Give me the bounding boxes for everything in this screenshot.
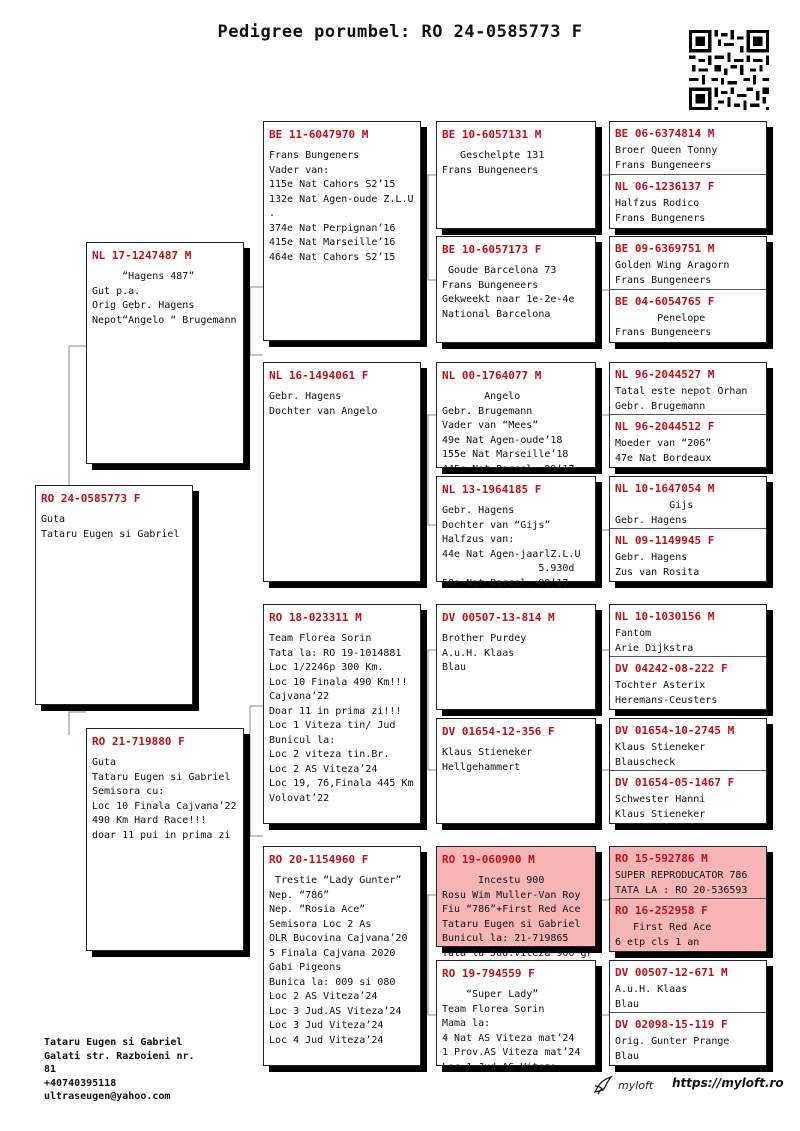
pigeon-card-subject — [35, 485, 193, 705]
text-line: 5 Finala Cajvana 2020 — [269, 947, 396, 959]
text-line: Klaus Stieneker — [615, 808, 706, 820]
pigeon-card-gen3 — [436, 604, 596, 710]
pigeon-pair-gen4 — [609, 236, 767, 343]
text-line: 5.930d — [442, 563, 575, 574]
text-line: +40740395118 — [44, 1077, 117, 1089]
text-line: Tataru Eugen si Gabriel — [41, 528, 180, 540]
pigeon-details — [615, 627, 762, 656]
text-line: Gijs — [615, 500, 694, 511]
text-line: Blau — [615, 998, 640, 1010]
text-line: Guta — [41, 514, 66, 525]
text-line: 58e Nat Barcel. 99’17 — [442, 577, 569, 589]
text-line: 115e Nat Cahors S2’15 — [269, 179, 396, 190]
text-line: “Hagens 487” — [92, 271, 195, 282]
text-line: Galati str. Razboieni nr. — [44, 1050, 195, 1062]
text-line: . — [269, 208, 276, 219]
text-line: 4 Nat AS Viteza mat’24 — [442, 1032, 575, 1044]
ring-number: RO 15-592786 M — [615, 852, 708, 865]
text-line: Goude Barcelona 73 — [442, 265, 557, 276]
text-line: Blau — [442, 662, 467, 673]
text-line: Orig. Gunter Prange — [615, 1036, 730, 1047]
pigeon-details — [442, 746, 591, 775]
text-line: 464e Nat Cahors S2’15 — [269, 251, 396, 263]
text-line: First Red Ace — [615, 922, 712, 933]
pigeon-pair-gen4 — [609, 960, 767, 1066]
pigeon-details — [442, 632, 591, 676]
pigeon-details — [269, 632, 416, 806]
ring-number: NL 16-1494061 F — [269, 369, 369, 382]
text-line: Frans Bungeners — [269, 150, 360, 161]
pigeon-card-gen3 — [436, 236, 596, 343]
pigeon-pair-gen4 — [609, 362, 767, 468]
website-link[interactable]: https://myloft.ro — [672, 1076, 784, 1090]
pigeon-details — [615, 437, 762, 466]
text-line: Frans Bungeneers — [442, 164, 539, 176]
pigeon-details — [442, 390, 591, 477]
text-line: Cajvana’22 — [269, 691, 330, 702]
text-line: Nepot“Angelo “ Brugemann — [92, 314, 237, 326]
text-line: Schwester Hanni — [615, 794, 706, 805]
myloft-logo-text: myloft — [618, 1078, 654, 1092]
text-line: Gebr. Hagens — [442, 505, 515, 516]
ring-number: BE 06-6374814 M — [615, 127, 715, 140]
text-line: Incestu 900 — [442, 875, 545, 886]
ring-number: RO 21-719880 F — [92, 735, 185, 748]
ring-number: BE 04-6054765 F — [615, 294, 715, 308]
text-line: Tata la: RO 19-1014881 — [269, 647, 402, 659]
text-line: Tatal este nepot Orhan — [615, 386, 748, 397]
pigeon-card-dam — [86, 728, 244, 951]
text-line: Trestie “Lady Gunter” — [269, 875, 402, 886]
text-line: Frans Bungeneers — [615, 159, 712, 171]
pigeon-details — [615, 1035, 762, 1064]
text-line: Tataru Eugen si Gabriel — [44, 1037, 183, 1048]
text-line: Broer Queen Tonny — [615, 145, 718, 156]
text-line: Brother Purdey — [442, 633, 527, 644]
text-line: 374e Nat Perpignan’16 — [269, 222, 396, 234]
text-line: Golden Wing Aragorn — [615, 260, 730, 271]
text-line: Tochter Asterix — [615, 680, 706, 691]
text-line: Gut p.a. — [92, 285, 141, 297]
pigeon-details — [615, 921, 762, 950]
ring-number: DV 02098-15-119 F — [615, 1018, 728, 1031]
pigeon-details — [442, 149, 591, 178]
ring-number: NL 09-1149945 F — [615, 534, 715, 547]
text-line: Bunica la: 009 si 080 — [269, 976, 396, 988]
text-line: 6 etp cls 1 an — [615, 936, 700, 948]
pigeon-card-gen2 — [263, 121, 421, 341]
text-line: 44e Nat Agen-jaarlZ.L.U — [442, 548, 581, 560]
text-line: Vader van “Mees” — [442, 420, 539, 431]
ring-number: DV 01654-12-356 F — [442, 725, 555, 738]
pigeon-details — [442, 988, 591, 1075]
pigeon-details — [615, 983, 762, 1012]
text-line: Heremans-Ceusters — [615, 694, 718, 706]
pigeon-pair-gen4 — [609, 604, 767, 710]
text-line: Gebr. Hagens — [615, 514, 688, 526]
text-line: Loc 3 Jud Viteza’24 — [269, 1020, 384, 1031]
pigeon-details — [41, 513, 188, 542]
text-line: Gebr. Brugemann — [615, 400, 706, 412]
ring-number: BE 09-6369751 M — [615, 242, 715, 255]
text-line: Halfzus van: — [442, 534, 515, 545]
text-line: OLR Bucovina Cajvana’20 — [269, 933, 408, 944]
ring-number: RO 18-023311 M — [269, 611, 362, 624]
pigeon-card-gen3 — [436, 476, 596, 589]
text-line: SUPER REPRODUCATOR 786 — [615, 870, 748, 881]
text-line: Gekweekt naar 1e-2e-4e — [442, 294, 575, 305]
ring-number: DV 00507-13-814 M — [442, 611, 555, 624]
text-line: Frans Bungeneers — [615, 274, 712, 286]
pigeon-card-gen3 — [436, 121, 596, 229]
text-line: Gebr. Hagens — [269, 391, 342, 402]
pigeon-card-gen3-highlighted — [436, 846, 596, 959]
text-line: Loc 10 Finala 490 Km!!! — [269, 676, 408, 688]
text-line: Team Florea Sorin — [269, 633, 372, 644]
text-line: Tataru Eugen si Gabriel — [92, 771, 231, 783]
ring-number: DV 01654-05-1467 F — [615, 776, 735, 789]
text-line: Frans Bungeners — [615, 212, 706, 224]
text-line: Loc 2 viteza tin.Br. — [269, 749, 390, 760]
text-line: 445e Nat Barcel. 99’17 — [442, 463, 575, 475]
text-line: Arie Dijkstra — [615, 642, 694, 654]
text-line: Gabi Pigeons — [269, 962, 342, 973]
ring-number: BE 11-6047970 M — [269, 128, 369, 141]
pigeon-pair-gen4 — [609, 476, 767, 582]
ring-number: BE 10-6057131 M — [442, 128, 542, 141]
text-line: Hellgehammert — [442, 761, 521, 773]
text-line: “Super Lady” — [442, 989, 539, 1000]
text-line: Gebr. Hagens — [615, 552, 688, 563]
ring-number: RO 24-0585773 F — [41, 492, 141, 505]
text-line: Blau — [615, 1050, 640, 1062]
text-line: Vader van: — [269, 164, 330, 176]
pigeon-pair-gen4-highlighted — [609, 846, 767, 952]
text-line: Rosu Wim Muller-Van Roy — [442, 889, 581, 901]
pigeon-details — [269, 390, 416, 419]
text-line: Loc 1 Jud AS Viteza — [442, 1061, 557, 1073]
text-line: TATA LA : RO 20-536593 — [615, 884, 748, 896]
text-line: National Barcelona — [442, 308, 551, 320]
text-line: Penelope — [615, 312, 706, 324]
text-line: Halfzus Rodico — [615, 198, 700, 209]
ring-number: BE 10-6057173 F — [442, 243, 542, 256]
text-line: Orig Gebr. Hagens — [92, 300, 195, 311]
pigeon-details — [442, 504, 591, 591]
text-line: Fantom — [615, 628, 652, 639]
pigeon-card-gen3 — [436, 362, 596, 475]
text-line: Klaus Stieneker — [615, 742, 706, 753]
pigeon-details — [442, 874, 591, 961]
text-line: Mama la: — [442, 1018, 491, 1029]
text-line: 155e Nat Marseille’18 — [442, 449, 569, 460]
pigeon-pair-gen4 — [609, 121, 767, 229]
ring-number: NL 06-1236137 F — [615, 180, 715, 193]
ring-number: NL 96-2044527 M — [615, 368, 715, 381]
pigeon-details — [615, 197, 762, 226]
text-line: Loc 2 AS Viteza’24 — [269, 763, 378, 775]
text-line: 132e Nat Agen-oude Z.L.U — [269, 193, 414, 205]
pigeon-details — [269, 874, 416, 1048]
pigeon-details — [615, 312, 762, 341]
breeder-contact — [44, 1036, 195, 1104]
text-line: Fiu “786”+First Red Ace — [442, 904, 581, 915]
text-line: Frans Bungeneers — [442, 279, 539, 291]
page-title: Pedigree porumbel: RO 24-0585773 F — [217, 22, 583, 42]
text-line: A.u.H. Klaas — [442, 647, 515, 659]
text-line: Tataru Eugen si Gabriel — [442, 918, 581, 930]
text-line: Loc 3 Jud.AS Viteza’24 — [269, 1005, 402, 1017]
text-line: Doar 11 in prima zi!!! — [269, 705, 402, 717]
text-line: Geschelpte 131 — [442, 150, 545, 161]
ring-number: RO 20-1154960 F — [269, 853, 369, 866]
ring-number: NL 96-2044512 F — [615, 420, 715, 433]
pigeon-details — [92, 270, 239, 328]
pigeon-card-gen3 — [436, 960, 596, 1073]
text-line: 49e Nat Agen-oude’18 — [442, 434, 563, 446]
text-line: 415e Nat Marseille’16 — [269, 237, 396, 248]
text-line: Bunicul la: — [269, 734, 336, 746]
text-line: Moeder van “206” — [615, 438, 712, 449]
text-line: Loc 19, 76,Finala 445 Km — [269, 778, 414, 789]
pigeon-details — [615, 385, 762, 414]
pigeon-details — [92, 756, 239, 843]
text-line: Tata la Jud.Viteza 900 gr — [442, 947, 593, 959]
text-line: Blauscheck — [615, 756, 676, 768]
pigeon-details — [615, 144, 762, 173]
text-line: 490 Km Hard Race!!! — [92, 815, 207, 826]
myloft-logo — [592, 1074, 653, 1096]
myloft-bird-icon — [592, 1074, 614, 1096]
pigeon-details — [615, 869, 762, 898]
pigeon-details — [615, 499, 762, 528]
text-line: Dochter van Angelo — [269, 405, 378, 417]
ring-number: NL 00-1764077 M — [442, 369, 542, 382]
ring-number: NL 13-1964185 F — [442, 483, 542, 496]
pigeon-details — [615, 259, 762, 288]
pigeon-details — [615, 551, 762, 580]
text-line: Loc 1/2246p 300 Km. — [269, 662, 384, 673]
ring-number: RO 16-252958 F — [615, 904, 708, 917]
text-line: Loc 1 Viteza tin/ Jud — [269, 720, 396, 731]
pigeon-details — [442, 264, 591, 322]
text-line: Klaus Stieneker — [442, 747, 533, 758]
text-line: 47e Nat Bordeaux — [615, 452, 712, 464]
text-line: ultraseugen@yahoo.com — [44, 1091, 171, 1102]
pigeon-details — [615, 793, 762, 822]
text-line: Semisora cu: — [92, 786, 165, 797]
ring-number: DV 04242-08-222 F — [615, 662, 728, 675]
pigeon-card-gen2 — [263, 362, 421, 582]
pigeon-details — [269, 149, 416, 265]
ring-number: NL 10-1647054 M — [615, 482, 715, 495]
text-line: Semisora Loc 2 As — [269, 918, 372, 930]
text-line: Angelo — [442, 391, 521, 402]
ring-number: RO 19-060900 M — [442, 853, 535, 866]
pigeon-card-sire — [86, 242, 244, 464]
pigeon-pair-gen4 — [609, 718, 767, 824]
text-line: Volovat’22 — [269, 792, 330, 804]
pigeon-card-gen2 — [263, 604, 421, 824]
text-line: Bunicul la: 21-719865 — [442, 933, 569, 944]
text-line: Loc 10 Finala Cajvana’22 — [92, 800, 237, 812]
ring-number: NL 17-1247487 M — [92, 249, 192, 262]
text-line: 81 — [44, 1064, 57, 1075]
pigeon-details — [615, 679, 762, 708]
text-line: 1 Prov.AS Viteza mat’24 — [442, 1047, 581, 1058]
pigeon-details — [615, 741, 762, 770]
text-line: Gebr. Brugemann — [442, 405, 533, 417]
ring-number: DV 01654-10-2745 M — [615, 724, 735, 737]
text-line: Loc 2 AS Viteza’24 — [269, 991, 378, 1002]
pigeon-card-gen3 — [436, 718, 596, 824]
text-line: Dochter van “Gijs” — [442, 519, 551, 531]
text-line: Nep. “Rosia Ace” — [269, 904, 366, 915]
text-line: Guta — [92, 757, 117, 768]
text-line: Frans Bungeneers — [615, 327, 712, 338]
text-line: Zus van Rosita — [615, 566, 700, 578]
text-line: Loc 4 Jud Viteza’24 — [269, 1034, 384, 1046]
ring-number: NL 10-1030156 M — [615, 610, 715, 623]
text-line: Nep. “786” — [269, 889, 330, 901]
text-line: A.u.H. Klaas — [615, 984, 688, 995]
ring-number: RO 19-794559 F — [442, 967, 535, 980]
text-line: doar 11 pui in prima zi — [92, 829, 231, 841]
ring-number: DV 00507-12-671 M — [615, 966, 728, 979]
pigeon-card-gen2 — [263, 846, 421, 1066]
text-line: Team Florea Sorin — [442, 1003, 545, 1015]
